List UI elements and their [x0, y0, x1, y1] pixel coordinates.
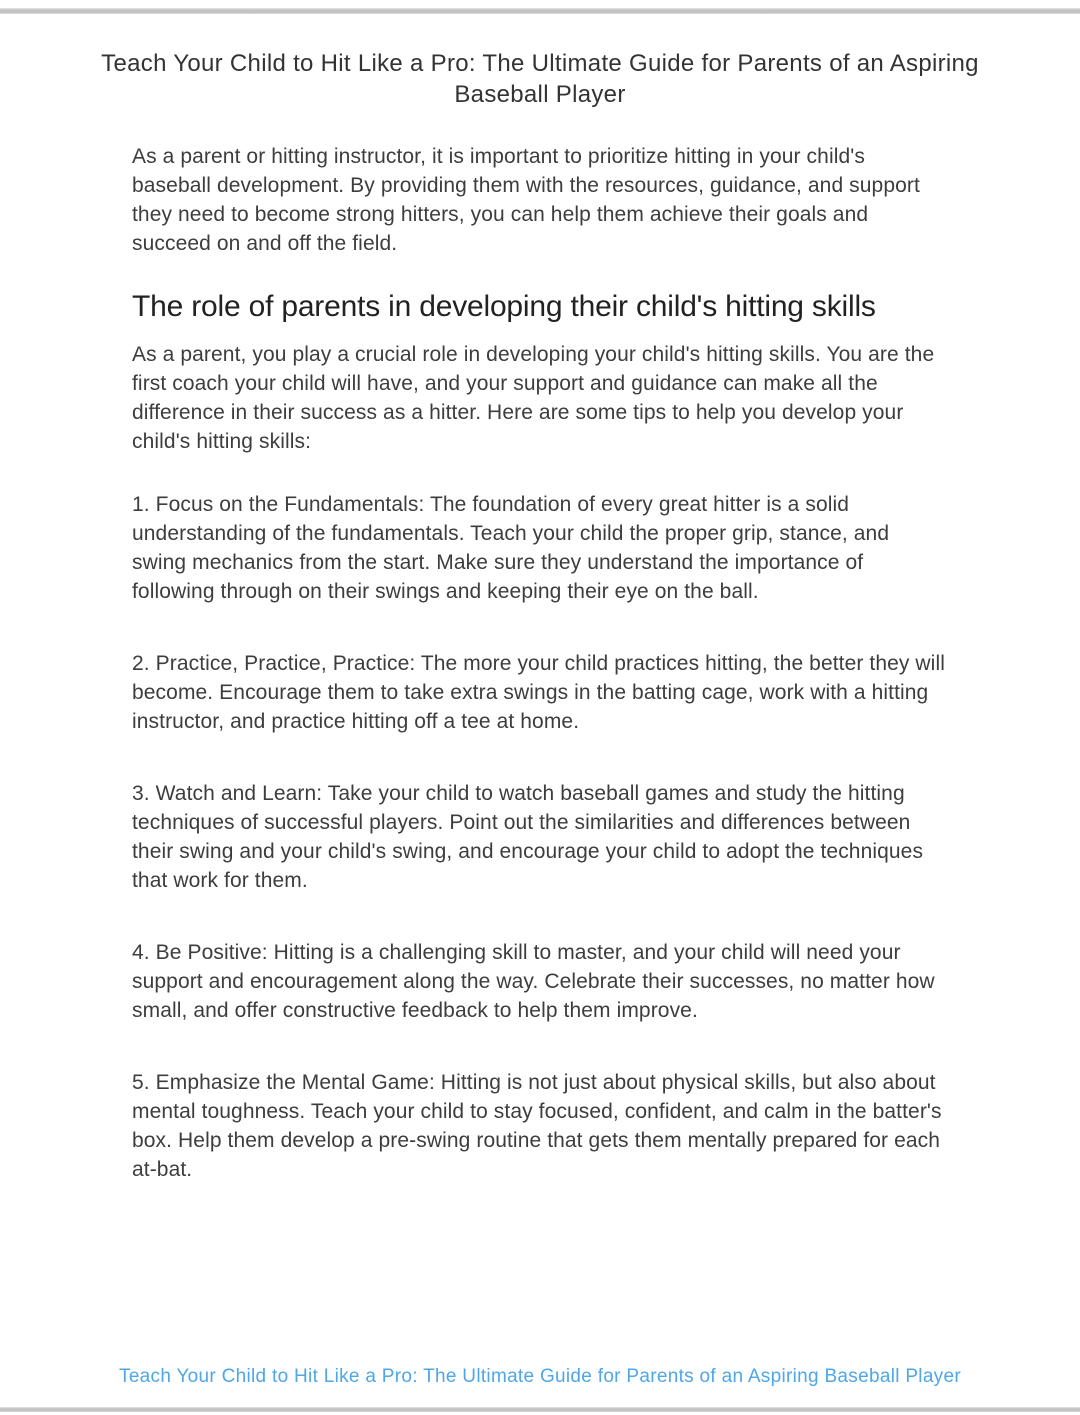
page-top-edge: [0, 8, 1080, 14]
section-lead-paragraph: As a parent, you play a crucial role in developing your child's hitting skills. You are the first coach your child will have, and your support and guidance can make all the difference in their success as a hitter. Here are some tips to help you develop your child's hitting skills:: [132, 343, 935, 453]
tip-paragraph-4: 4. Be Positive: Hitting is a challenging skill to master, and your child will need your support and encouragement along the way. Celebrate their successes, no matter how small, and offer constructive feedback to help them improve.: [132, 941, 935, 1022]
article-content: [0, 142, 1080, 1184]
tip-paragraph-1: 1. Focus on the Fundamentals: The foundation of every great hitter is a solid understanding of the fundamentals. Teach your child the proper grip, stance, and swing mechanics from the start. Make sure they understand the importance of following through on their swings and keeping their eye on the ball.: [132, 493, 890, 603]
footer-title-link[interactable]: Teach Your Child to Hit Like a Pro: The Ultimate Guide for Parents of an Aspiring Baseball Player: [119, 1366, 961, 1387]
document-title: Teach Your Child to Hit Like a Pro: The Ultimate Guide for Parents of an Aspiring Baseball Player: [101, 50, 979, 108]
tip-paragraph-3: 3. Watch and Learn: Take your child to watch baseball games and study the hitting techniques of successful players. Point out the similarities and differences between their swing and your child's swing, and encourage your child to adopt the techniques that work for them.: [132, 782, 924, 892]
page-bottom-edge: [0, 1407, 1080, 1412]
tip-paragraph-5: 5. Emphasize the Mental Game: Hitting is not just about physical skills, but also about mental toughness. Teach your child to stay focused, confident, and calm in the batter's box. Help them develop a pre-swing routine that gets them mentally prepared for each at-bat.: [132, 1071, 942, 1181]
section-heading: The role of parents in developing their child's hitting skills: [132, 290, 876, 323]
tip-paragraph-2: 2. Practice, Practice, Practice: The more your child practices hitting, the better they will become. Encourage them to take extra swings in the batting cage, work with a hitting instructor, and practice hitting off a tee at home.: [132, 652, 945, 733]
intro-paragraph: As a parent or hitting instructor, it is important to prioritize hitting in your child's baseball development. By providing them with the resources, guidance, and support they need to become strong hitters, you can help them achieve their goals and succeed on and off the field.: [132, 145, 920, 255]
